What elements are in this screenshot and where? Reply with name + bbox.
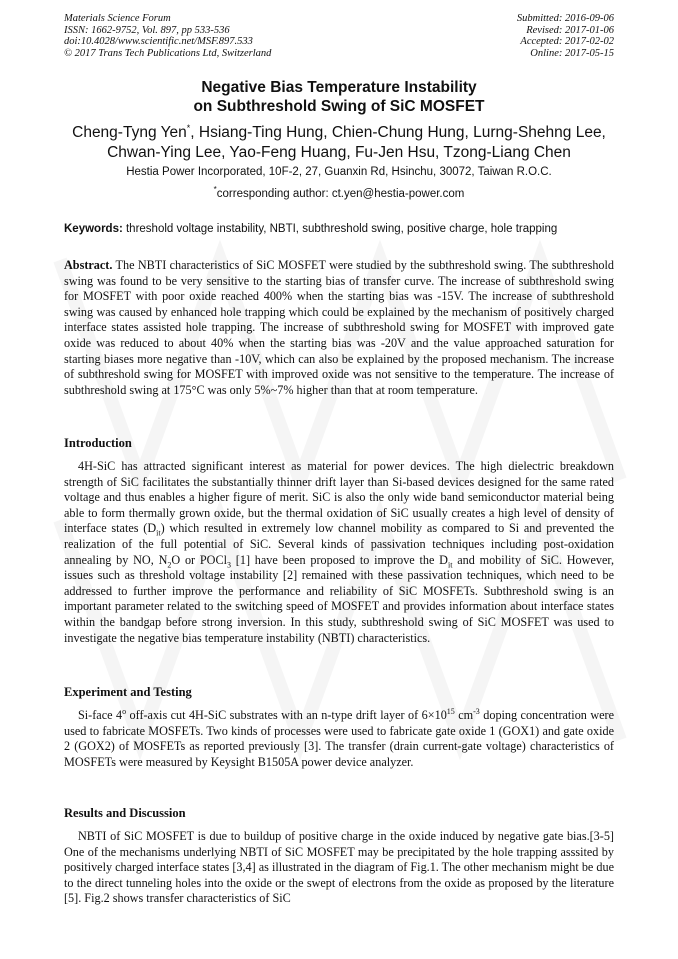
first-author: Cheng-Tyng Yen: [72, 124, 187, 141]
intro-text-4: [1] have been proposed to improve the D: [231, 552, 448, 567]
intro-text-1: 4H-SiC has attracted significant interest as material for power devices. The high dielectric breakdown strength of SiC facilitates the substantially thinner drift layer than Si-based devices designed for the same rated voltage and thus enables a higher figure of merit. SiC is also the only wide band semiconductor material being able to form thermally grown oxide, but the thermal oxidation of SiC usually creates a high level of density of interface states (D: [64, 459, 614, 536]
journal-info: [64, 13, 271, 59]
intro-sub-3: 3: [227, 560, 231, 569]
author-names: , Hsiang-Ting Hung, Chien-Chung Hung, Lurng-Shehng Lee,: [190, 124, 606, 141]
corresponding-author: [64, 185, 614, 200]
corresponding-author-email[interactable]: corresponding author: ct.yen@hestia-power.com: [216, 188, 465, 200]
intro-text-2: ) which resulted in extremely low channel mobility as compared to Si and prevented the realization of the full potential of SiC. Several kinds of passivation techniques including post-oxidation annealing by NO, N: [64, 521, 614, 567]
results-heading: Results and Discussion: [64, 806, 186, 820]
journal-name: Materials Science Forum: [64, 13, 171, 24]
accepted-date: Accepted: 2017-02-02: [520, 36, 614, 47]
exp-sup-m3: -3: [473, 706, 480, 716]
submitted-date: Submitted: 2016-09-06: [516, 13, 614, 24]
author-line-1: [40, 123, 638, 143]
keywords-label: Keywords:: [64, 223, 123, 235]
intro-sub-it: it: [156, 528, 161, 538]
keywords-text: threshold voltage instability, NBTI, subthreshold swing, positive charge, hole trapping: [122, 223, 558, 235]
results-paragraph: NBTI of SiC MOSFET is due to buildup of positive charge in the oxide induced by negative gate bias.[3-5] One of the mechanisms underlying NBTI of SiC MOSFET may be precipitated by the hole trapping asssited by positively charged interface states [3,4] as illustrated in the diagram of Fig.1. The other mechanism might be due to the direct tunneling holes into the oxide or the swept of electrons from the oxide as proposed by the literature [5]. Fig.2 shows transfer characteristics of SiC: [64, 829, 614, 906]
abstract-text: The NBTI characteristics of SiC MOSFET were studied by the subthreshold swing. The subthreshold swing was found to be very sensitive to the starting bias of transfer curve. The increase of subthreshold swing for MOSFET with poor oxide reached 400% when the starting bias was -15V. The increase of subthreshold swing was caused by enhanced hole trapping which could be explained by the mechanism of positively charged interface states assisted hole trapping. The increase of subthreshold swing for MOSFET with improved gate oxide was reduced to about 40% when the starting bias was -20V and the value approached saturation for starting biases more negative than -10V, which can also be explained by the proposed mechanism. The increase of subthreshold swing for MOSFET with improved oxide was not sensitive to the temperature. The increase of subthreshold swing at 175°C was only 5%~7% higher than that at room temperature.: [64, 258, 614, 397]
abstract-label: Abstract.: [64, 258, 113, 272]
doi[interactable]: doi:10.4028/www.scientific.net/MSF.897.533: [64, 36, 253, 47]
experiment-heading: Experiment and Testing: [64, 685, 192, 699]
corresponding-author-mark: *: [213, 185, 217, 195]
exp-text-4: doping concentration were used to fabricate MOSFETs. Two kinds of processes were used to fabricate gate oxide 1 (GOX1) and gate oxide 2 (GOX2) of MOSFETs as reported previously [3]. The transfer (drain current-gate voltage) characteristics of MOSFETs were measured by Keysight B1505A power device analyzer.: [64, 708, 615, 769]
exp-sup-o: o: [122, 706, 127, 716]
intro-text-3: O or POCl: [171, 552, 227, 567]
keywords: [64, 223, 614, 235]
exp-sup-15: 15: [446, 706, 455, 716]
paper-title: [64, 78, 614, 116]
title-line-1: Negative Bias Temperature Instability: [201, 79, 477, 96]
revised-date: Revised: 2017-01-06: [526, 24, 614, 36]
affiliation: Hestia Power Incorporated, 10F-2, 27, Guanxin Rd, Hsinchu, 30072, Taiwan R.O.C.: [126, 166, 552, 178]
corresponding-mark: *: [186, 122, 191, 133]
exp-text-1: Si-face 4: [78, 708, 123, 722]
intro-text-5: and mobility of SiC. However, issues such as threshold voltage instability [2] remained with these passivation techniques, which need to be addressed to further improve the performance and reliability of SiC MOSFETs. Subthreshold swing is an important parameter related to the switching speed of MOSFET and provides information about interface states within the bandgap before strong inversion. In this study, subthreshold swing of SiC MOSFET was used to investigate the negative bias temperature instability (NBTI) characteristics.: [64, 552, 614, 645]
introduction-heading: Introduction: [64, 436, 132, 450]
abstract: [64, 258, 614, 398]
author-line-2: Chwan-Ying Lee, Yao-Feng Huang, Fu-Jen Hsu, Tzong-Liang Chen: [107, 143, 571, 161]
copyright: © 2017 Trans Tech Publications Ltd, Switzerland: [64, 47, 272, 59]
exp-text-3: cm: [454, 708, 474, 722]
exp-text-2: off-axis cut 4H-SiC substrates with an n-type drift layer of 6×10: [126, 708, 447, 722]
online-date: Online: 2017-05-15: [530, 47, 614, 59]
publication-dates: [517, 13, 614, 59]
issn: ISSN: 1662-9752, Vol. 897, pp 533-536: [64, 24, 230, 36]
author-list: [40, 123, 638, 162]
title-line-2: on Subthreshold Swing of SiC MOSFET: [193, 98, 485, 115]
intro-sub-it-2: it: [447, 560, 453, 569]
introduction-paragraph: [64, 459, 614, 646]
intro-sub-2: 2: [167, 560, 172, 569]
experiment-paragraph: [64, 708, 614, 770]
